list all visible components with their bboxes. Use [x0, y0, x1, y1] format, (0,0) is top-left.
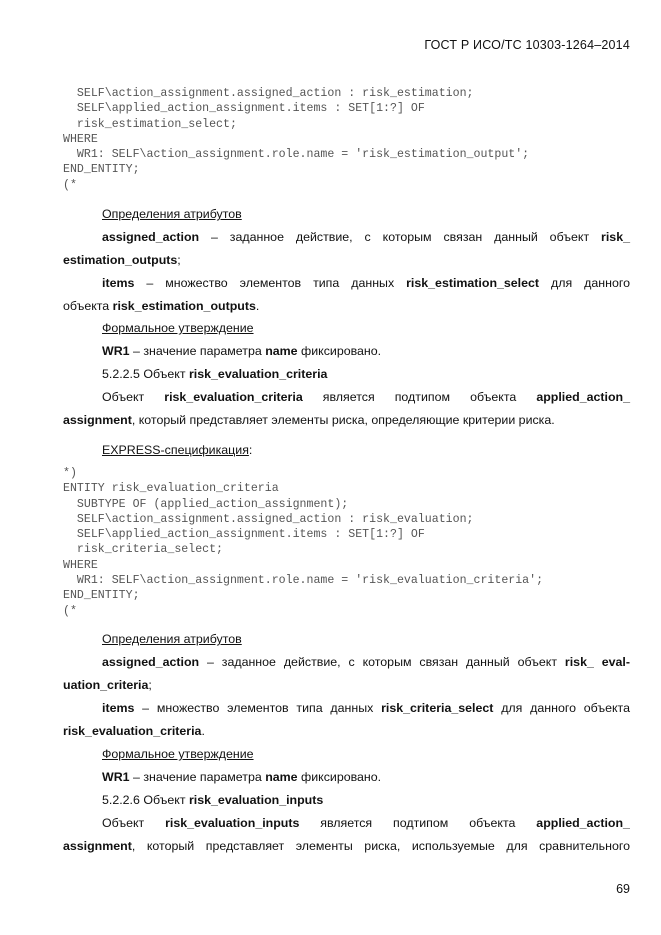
assigned-action-definition: assigned_action – заданное действие, с которым связан данный объект risk_ estimation_outputs; — [63, 230, 630, 267]
code-line: (* — [63, 604, 77, 618]
formal-proposition-heading: Формальное утверждение — [102, 747, 254, 761]
attribute-definitions-heading: Определения атрибутов — [102, 632, 242, 646]
express-specification-heading: EXPRESS-спецификация: — [102, 443, 253, 457]
code-line: risk_estimation_select; — [63, 117, 237, 131]
code-line: SELF\action_assignment.assigned_action : risk_evaluation; — [63, 512, 474, 526]
entity-description: Объект risk_evaluation_inputs является подтипом объекта applied_action_ assignment, который представляет элементы риска, используемые для сравнительного — [63, 816, 630, 853]
code-line: WHERE — [63, 132, 98, 146]
code-line: SELF\applied_action_assignment.items : SET[1:?] OF — [63, 528, 425, 542]
code-line: ENTITY risk_evaluation_criteria — [63, 482, 279, 496]
code-line: WHERE — [63, 558, 98, 572]
express-code-block-1 — [63, 86, 529, 193]
code-line: SELF\action_assignment.assigned_action : risk_estimation; — [63, 87, 474, 100]
items-definition: items – множество элементов типа данных risk_estimation_select для данного объекта risk_estimation_outputs. — [63, 276, 630, 313]
attribute-definitions-heading: Определения атрибутов — [102, 207, 242, 221]
code-line: risk_criteria_select; — [63, 543, 224, 557]
wr1-rule: WR1 – значение параметра name фиксировано. — [102, 770, 382, 784]
code-line: WR1: SELF\action_assignment.role.name = 'risk_evaluation_criteria'; — [63, 574, 544, 588]
code-line: *) — [63, 467, 77, 480]
wr1-rule: WR1 – значение параметра name фиксировано. — [102, 344, 382, 358]
items-definition: items – множество элементов типа данных risk_criteria_select для данного объекта risk_evaluation_criteria. — [63, 701, 630, 738]
formal-proposition-heading: Формальное утверждение — [102, 321, 254, 335]
section-title-5-2-2-5: 5.2.2.5 Объект risk_evaluation_criteria — [102, 367, 328, 381]
code-line: SELF\applied_action_assignment.items : SET[1:?] OF — [63, 102, 425, 116]
code-line: END_ENTITY; — [63, 589, 140, 603]
express-code-block-2 — [63, 466, 543, 619]
code-line: WR1: SELF\action_assignment.role.name = 'risk_estimation_output'; — [63, 148, 530, 162]
assigned-action-definition: assigned_action – заданное действие, с которым связан данный объект risk_ eval- uation_criteria; — [63, 655, 630, 692]
document-code-header: ГОСТ Р ИСО/ТС 10303-1264–2014 — [424, 38, 630, 52]
code-line: END_ENTITY; — [63, 163, 140, 177]
page-number: 69 — [616, 882, 630, 896]
entity-description: Объект risk_evaluation_criteria является подтипом объекта applied_action_ assignment, который представляет элементы риска, определяющие критерии риска. — [63, 390, 630, 427]
code-line: SUBTYPE OF (applied_action_assignment); — [63, 497, 349, 511]
section-title-5-2-2-6: 5.2.2.6 Объект risk_evaluation_inputs — [102, 793, 324, 807]
code-line: (* — [63, 178, 77, 192]
